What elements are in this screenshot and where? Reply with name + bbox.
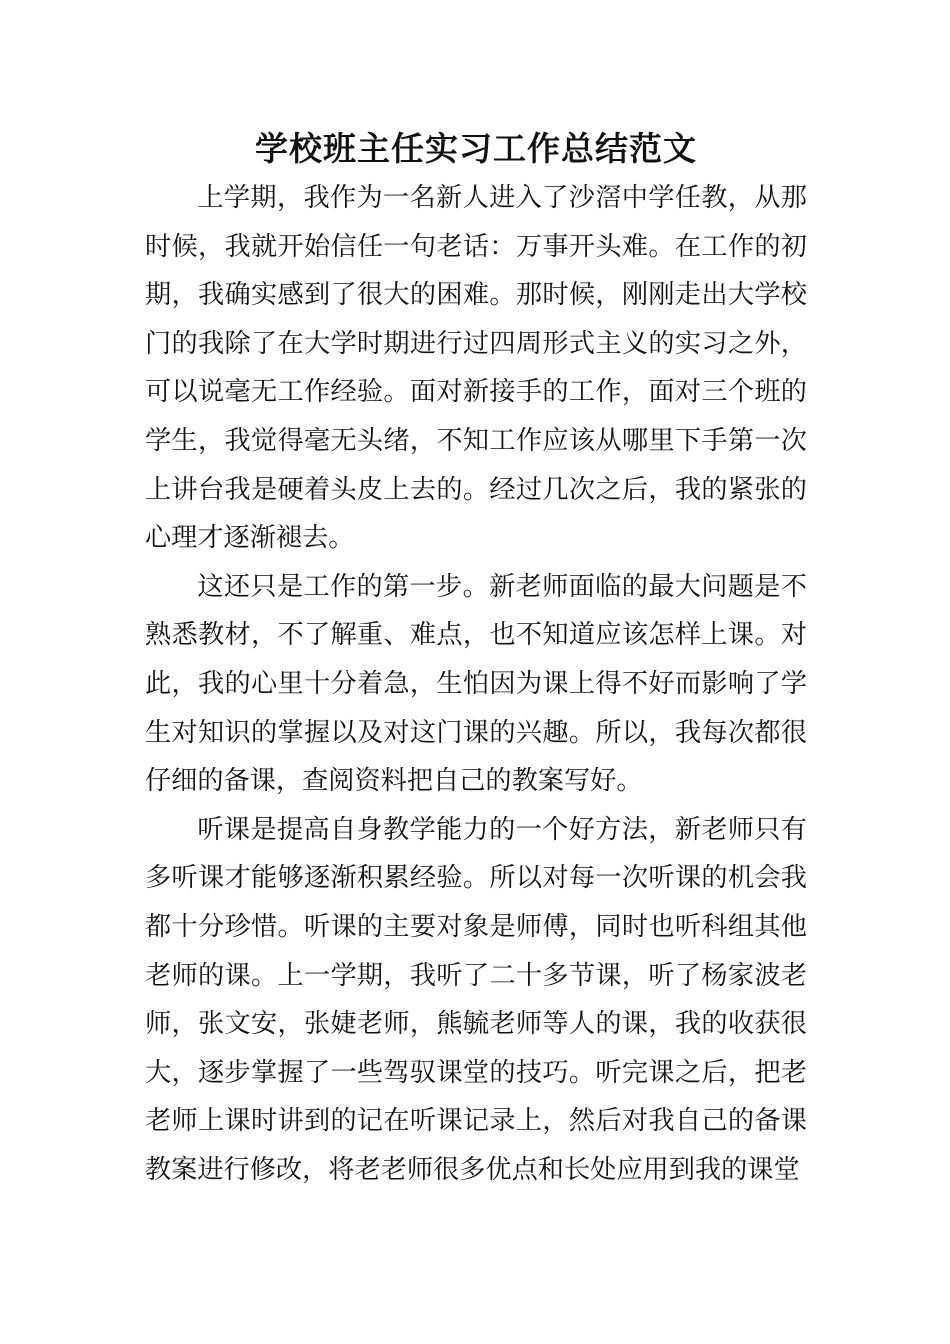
paragraph-2: 这还只是工作的第一步。新老师面临的最大问题是不熟悉教材，不了解重、难点，也不知道应该怎样上课。对此，我的心里十分着急，生怕因为课上得不好而影响了学生对知识的掌握以及对这门课的兴趣。所以，我每次都很仔细的备课，查阅资料把自己的教案写好。	[145, 571, 807, 797]
document-title: 学校班主任实习工作总结范文	[255, 129, 697, 168]
paragraph-3: 听课是提高自身教学能力的一个好方法，新老师只有多听课才能够逐渐积累经验。所以对每一次听课的机会我都十分珍惜。听课的主要对象是师傅，同时也听科组其他老师的课。上一学期，我听了二十多节课，听了杨家波老师，张文安，张婕老师，熊毓老师等人的课，我的收获很大，逐步掌握了一些驾驭课堂的技巧。听完课之后，把老老师上课时讲到的记在听课记录上，然后对我自己的备课教案进行修改，将老老师很多优点和长处应用到我的课堂	[145, 814, 807, 1185]
document-body	[145, 124, 807, 1194]
paragraph-1: 上学期，我作为一名新人进入了沙滘中学任教，从那时候，我就开始信任一句老话：万事开头难。在工作的初期，我确实感到了很大的困难。那时候，刚刚走出大学校门的我除了在大学时期进行过四周形式主义的实习之外，可以说毫无工作经验。面对新接手的工作，面对三个班的学生，我觉得毫无头绪，不知工作应该从哪里下手第一次上讲台我是硬着头皮上去的。经过几次之后，我的紧张的心理才逐渐褪去。	[145, 183, 807, 554]
